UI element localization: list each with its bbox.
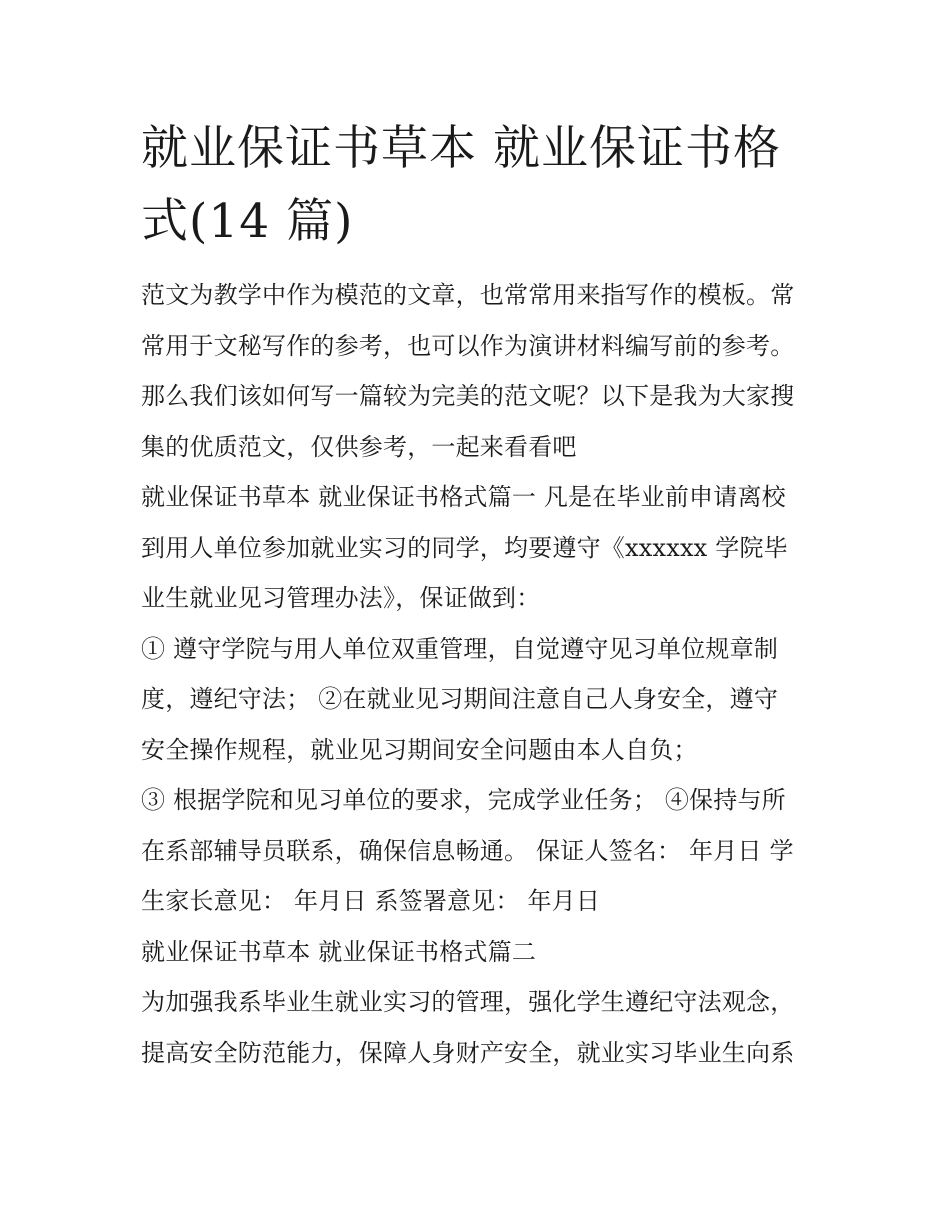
body-line: 到用人单位参加就业实习的同学，均要遵守《xxxxxx 学院毕 <box>141 533 788 562</box>
document-title <box>141 112 821 258</box>
body-line: ③ 根据学院和见习单位的要求，完成学业任务； ④保持与所 <box>141 786 786 814</box>
section-heading-line: 就业保证书草本 就业保证书格式篇二 <box>141 937 537 966</box>
body-line: 在系部辅导员联系，确保信息畅通。 保证人签名： 年月日 学 <box>141 836 794 865</box>
document-body <box>141 270 821 1078</box>
section-heading-line: 就业保证书草本 就业保证书格式篇一 凡是在毕业前申请离校 <box>141 483 786 511</box>
body-line: 生家长意见： 年月日 系签署意见： 年月日 <box>141 887 601 915</box>
body-line: 提高安全防范能力，保障人身财产安全，就业实习毕业生向系 <box>141 1038 795 1067</box>
body-line: 安全操作规程，就业见习期间安全问题由本人自负； <box>141 735 698 764</box>
body-line: 常用于文秘写作的参考，也可以作为演讲材料编写前的参考。 <box>141 331 795 360</box>
body-line: 为加强我系毕业生就业实习的管理，强化学生遵纪守法观念， <box>141 988 795 1016</box>
body-line: 范文为教学中作为模范的文章，也常常用来指写作的模板。常 <box>141 281 795 309</box>
title-line-2: 式(14 篇) <box>141 194 354 249</box>
body-line: 那么我们该如何写一篇较为完美的范文呢？以下是我为大家搜 <box>141 382 795 410</box>
body-line: 度，遵纪守法； ②在就业见习期间注意自己人身安全，遵守 <box>141 685 779 713</box>
body-line: 业生就业见习管理办法》，保证做到： <box>141 584 541 612</box>
document-page <box>141 112 821 1078</box>
body-line: ① 遵守学院与用人单位双重管理，自觉遵守见习单位规章制 <box>141 634 779 663</box>
title-line-1: 就业保证书草本 就业保证书格 <box>141 121 781 176</box>
body-line: 集的优质范文，仅供参考，一起来看看吧 <box>141 432 577 461</box>
